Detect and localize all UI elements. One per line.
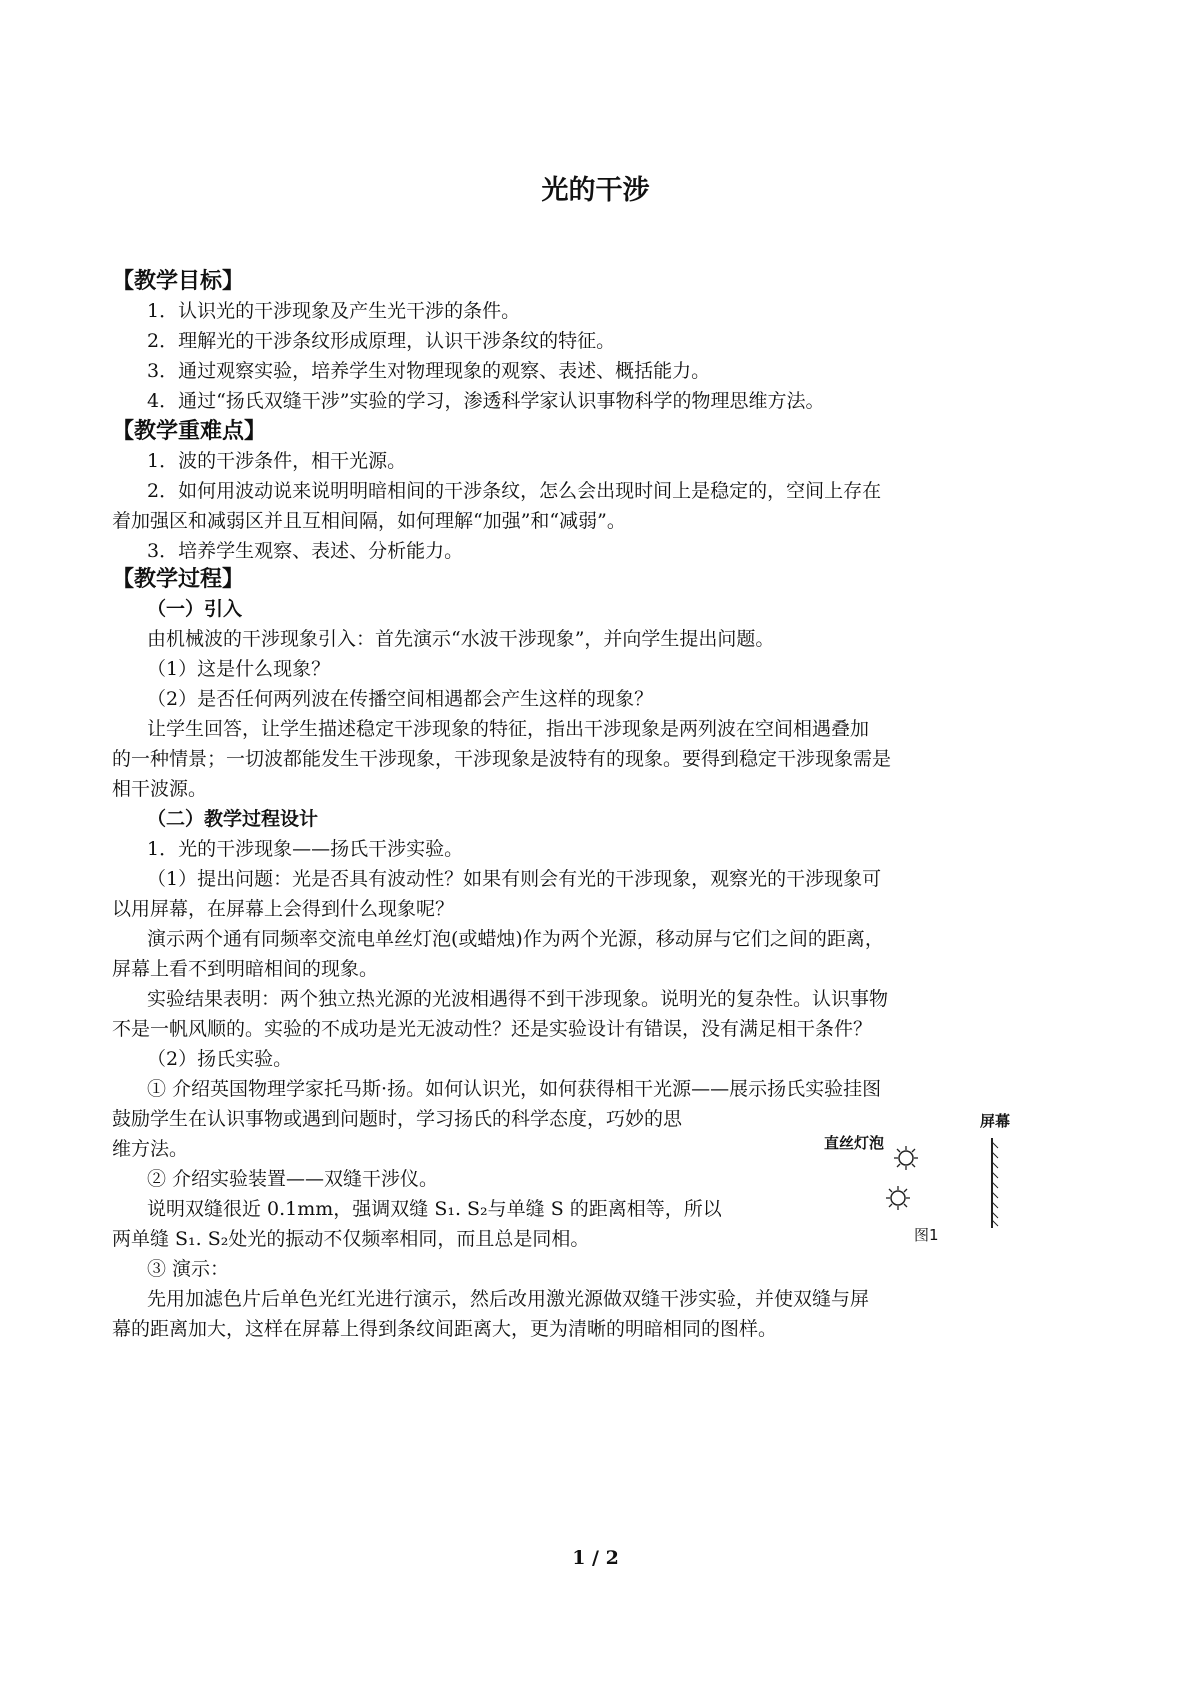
page-title: 光的干涉 bbox=[541, 175, 650, 206]
goal-item-3: 3．通过观察实验，培养学生对物理现象的观察、表述、概括能力。 bbox=[147, 360, 711, 382]
answer-paragraph-line3: 相干波源。 bbox=[112, 778, 208, 800]
intro-paragraph: 由机械波的干涉现象引入：首先演示“水波干涉现象”，并向学生提出问题。 bbox=[147, 628, 775, 650]
bulb-icon bbox=[894, 1146, 918, 1170]
key-point-2-line2: 着加强区和减弱区并且互相间隔，如何理解“加强”和“减弱”。 bbox=[112, 510, 626, 532]
key-point-1: 1．波的干涉条件，相干光源。 bbox=[147, 450, 407, 472]
result-paragraph-line1: 实验结果表明：两个独立热光源的光波相遇得不到干涉现象。说明光的复杂性。认识事物 bbox=[147, 988, 889, 1010]
screen-shape bbox=[992, 1138, 998, 1228]
page-number: 1 / 2 bbox=[572, 1547, 619, 1569]
section-heading-process: 【教学过程】 bbox=[112, 567, 245, 592]
goal-item-2: 2．理解光的干涉条纹形成原理，认识干涉条纹的特征。 bbox=[147, 330, 616, 352]
key-point-3: 3．培养学生观察、表述、分析能力。 bbox=[147, 540, 464, 562]
young-intro-line3: 维方法。 bbox=[112, 1138, 189, 1160]
demo-heading: ③ 演示： bbox=[147, 1258, 230, 1280]
section-heading-key-points: 【教学重难点】 bbox=[112, 419, 267, 444]
answer-paragraph-line1: 让学生回答，让学生描述稳定干涉现象的特征，指出干涉现象是两列波在空间相遇叠加 bbox=[147, 718, 870, 740]
result-paragraph-line2: 不是一帆风顺的。实验的不成功是光无波动性？还是实验设计有错误，没有满足相干条件？ bbox=[112, 1018, 873, 1040]
final-paragraph-line1: 先用加滤色片后单色光红光进行演示，然后改用激光源做双缝干涉实验，并使双缝与屏 bbox=[147, 1288, 870, 1310]
subheading-intro: （一）引入 bbox=[147, 598, 243, 620]
bulb-label: 直丝灯泡 bbox=[824, 1134, 885, 1152]
answer-paragraph-line2: 的一种情景；一切波都能发生干涉现象，干涉现象是波特有的现象。要得到稳定干涉现象需是 bbox=[112, 748, 892, 770]
screen-label: 屏幕 bbox=[980, 1112, 1011, 1130]
slit-paragraph-line2: 两单缝 S₁. S₂处光的振动不仅频率相同，而且总是同相。 bbox=[112, 1228, 590, 1250]
young-experiment-heading: （2）扬氏实验。 bbox=[147, 1048, 293, 1070]
goal-item-1: 1．认识光的干涉现象及产生光干涉的条件。 bbox=[147, 300, 521, 322]
apparatus-intro: ② 介绍实验装置——双缝干涉仪。 bbox=[147, 1168, 439, 1190]
goal-item-4: 4．通过“扬氏双缝干涉”实验的学习，渗透科学家认识事物科学的物理思维方法。 bbox=[147, 390, 825, 412]
young-intro-line2: 鼓励学生在认识事物或遇到问题时，学习扬氏的科学态度，巧妙的思 bbox=[112, 1108, 683, 1130]
figure-1 bbox=[824, 1110, 1100, 1260]
intro-question-2: （2）是否任何两列波在传播空间相遇都会产生这样的现象？ bbox=[147, 688, 654, 710]
intro-question-1: （1）这是什么现象？ bbox=[147, 658, 331, 680]
question-paragraph-line1: （1）提出问题：光是否具有波动性？如果有则会有光的干涉现象，观察光的干涉现象可 bbox=[147, 868, 882, 890]
demo-paragraph-line2: 屏幕上看不到明暗相间的现象。 bbox=[112, 958, 379, 980]
subheading-design: （二）教学过程设计 bbox=[147, 808, 319, 830]
section-heading-goals: 【教学目标】 bbox=[112, 269, 245, 294]
bulb-icon bbox=[886, 1186, 910, 1210]
figure-1-diagram bbox=[870, 1110, 1100, 1280]
young-intro-line1: ① 介绍英国物理学家托马斯·扬。如何认识光，如何获得相干光源——展示扬氏实验挂图 bbox=[147, 1078, 882, 1100]
slit-paragraph-line1: 说明双缝很近 0.1mm，强调双缝 S₁. S₂与单缝 S 的距离相等，所以 bbox=[147, 1198, 722, 1220]
figure-caption: 图1 bbox=[914, 1226, 939, 1244]
design-item-1: 1．光的干涉现象——扬氏干涉实验。 bbox=[147, 838, 464, 860]
question-paragraph-line2: 以用屏幕，在屏幕上会得到什么现象呢？ bbox=[112, 898, 455, 920]
key-point-2-line1: 2．如何用波动说来说明明暗相间的干涉条纹，怎么会出现时间上是稳定的，空间上存在 bbox=[147, 480, 882, 502]
final-paragraph-line2: 幕的距离加大，这样在屏幕上得到条纹间距离大，更为清晰的明暗相同的图样。 bbox=[112, 1318, 778, 1340]
demo-paragraph-line1: 演示两个通有同频率交流电单丝灯泡(或蜡烛)作为两个光源，移动屏与它们之间的距离， bbox=[147, 928, 884, 950]
